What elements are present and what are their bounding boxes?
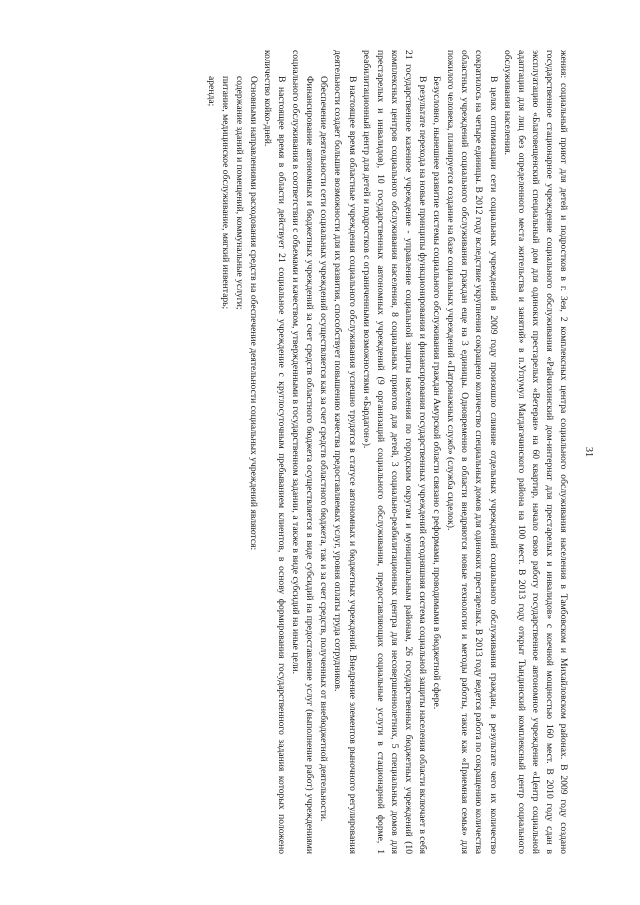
paragraph: жения: социальный приют для детей и подростков в г. Зея, 2 комплексных центра социального обслуживания населения в Тамбовском и Михайловском районах. В 2009 году создано государственное стационарное учреждение социального обслуживания «Райчихинский дом-интернат для престарелых и инвалидов» с коечной мощностью 160 мест. В 2010 году сдан в эксплуатацию «Благовещенский специальный дом для одиноких престарелых «Ветеран» на 60 квартир, начало свою работу государственное автономное учреждение «Центр социальной адаптации для лиц без определенного места жительства и занятий» в п.Углумул Магдагачинского района на 100 мест. В 2013 году открыт Тындинский комплексный центр социального обслуживания населения. <box>501 50 569 854</box>
expense-list <box>204 50 246 854</box>
paragraph: В результате перехода на новые принципы функционирования и финансирования государственных учреждений сегодняшняя система социальной защиты населения области включает в себя 21 государственное казенное учреждение - управление социальной защиты населения по городским округам и муниципальным районам, 26 государственных бюджетных учреждений (10 комплексных центров социального обслуживания населения, 8 социальных приютов для детей, 3 социально-реабилитационных центра для несовершеннолетних, 5 специальных домов для престарелых и инвалидов), 10 государственных автономных учреждений (9 организаций социального обслуживания, предоставляющих социальные услуги в стационарной форме, 1 реабилитационный центр для детей и подростков с ограниченными возможностями «Бардагон»). <box>360 50 429 854</box>
paragraph: Обеспечение деятельности сети социальных учреждений осуществляется как за счет средств областного бюджета, так и за счет средств, полученных от внебюджетной деятельности. <box>318 76 330 822</box>
list-item: содержание зданий и помещений, коммунальные услуги; <box>233 76 245 310</box>
list-item: питание, медицинское обслуживание, мягкий инвентарь; <box>219 76 231 310</box>
paragraph: В настоящее время в области действует 21 социальное учреждение с круглосуточным пребыванием клиентов, в основу формирования государственного задания которых положено количество койко-дней. <box>262 50 288 854</box>
paragraph: В целях оптимизации сети социальных учреждений в 2009 году произошло слияние отдельных учреждений социального обслуживания граждан, в результате чего их количество сократилось на четыре единицы. В 2012 году вследствие укрупнения сокращено количество специальных домов для одиноких престарелых. В 2013 году ведется работа по сокращению количества областных учреждений социального обслуживания граждан еще на 3 единицы. Одновременно в области внедряются новые технологии и методы работы, такие как «Приемная семья» для пожилого человека, планируется создание на базе социальных учреждений «Патронажных служб» (служба сиделок). <box>445 50 499 854</box>
paragraph: Безусловно, нынешнее развитие системы социального обслуживания граждан Амурской области связано с реформами, проводимыми в бюджетной сфере. <box>431 76 443 710</box>
paragraph: Основными направлениями расходования средств на обеспечение деятельности социальных учреждений являются: <box>247 76 259 551</box>
page-number: 31 <box>583 447 594 457</box>
paragraph: В настоящее время областные учреждения социального обслуживания успешно трудятся в статусе автономных и бюджетных учреждений. Внедрение элементов рыночного регулирования деятельности создает большие возможности для их развития, способствует повышению качества предоставляемых услуг, уровня оплаты труда сотрудников. <box>332 50 358 854</box>
list-item: аренда; <box>205 76 217 107</box>
paragraph: Финансирование автономных и бюджетных учреждений за счет средств областного бюджета осуществляется в виде субсидий на предоставление услуг (выполнение работ) учреждениями социального обслуживания в соответствии с объемами и качеством, утвержденными в государственном задании, а также в виде субсидий на иные цели. <box>290 50 316 854</box>
document-body <box>204 50 570 854</box>
rotated-page <box>40 32 600 872</box>
